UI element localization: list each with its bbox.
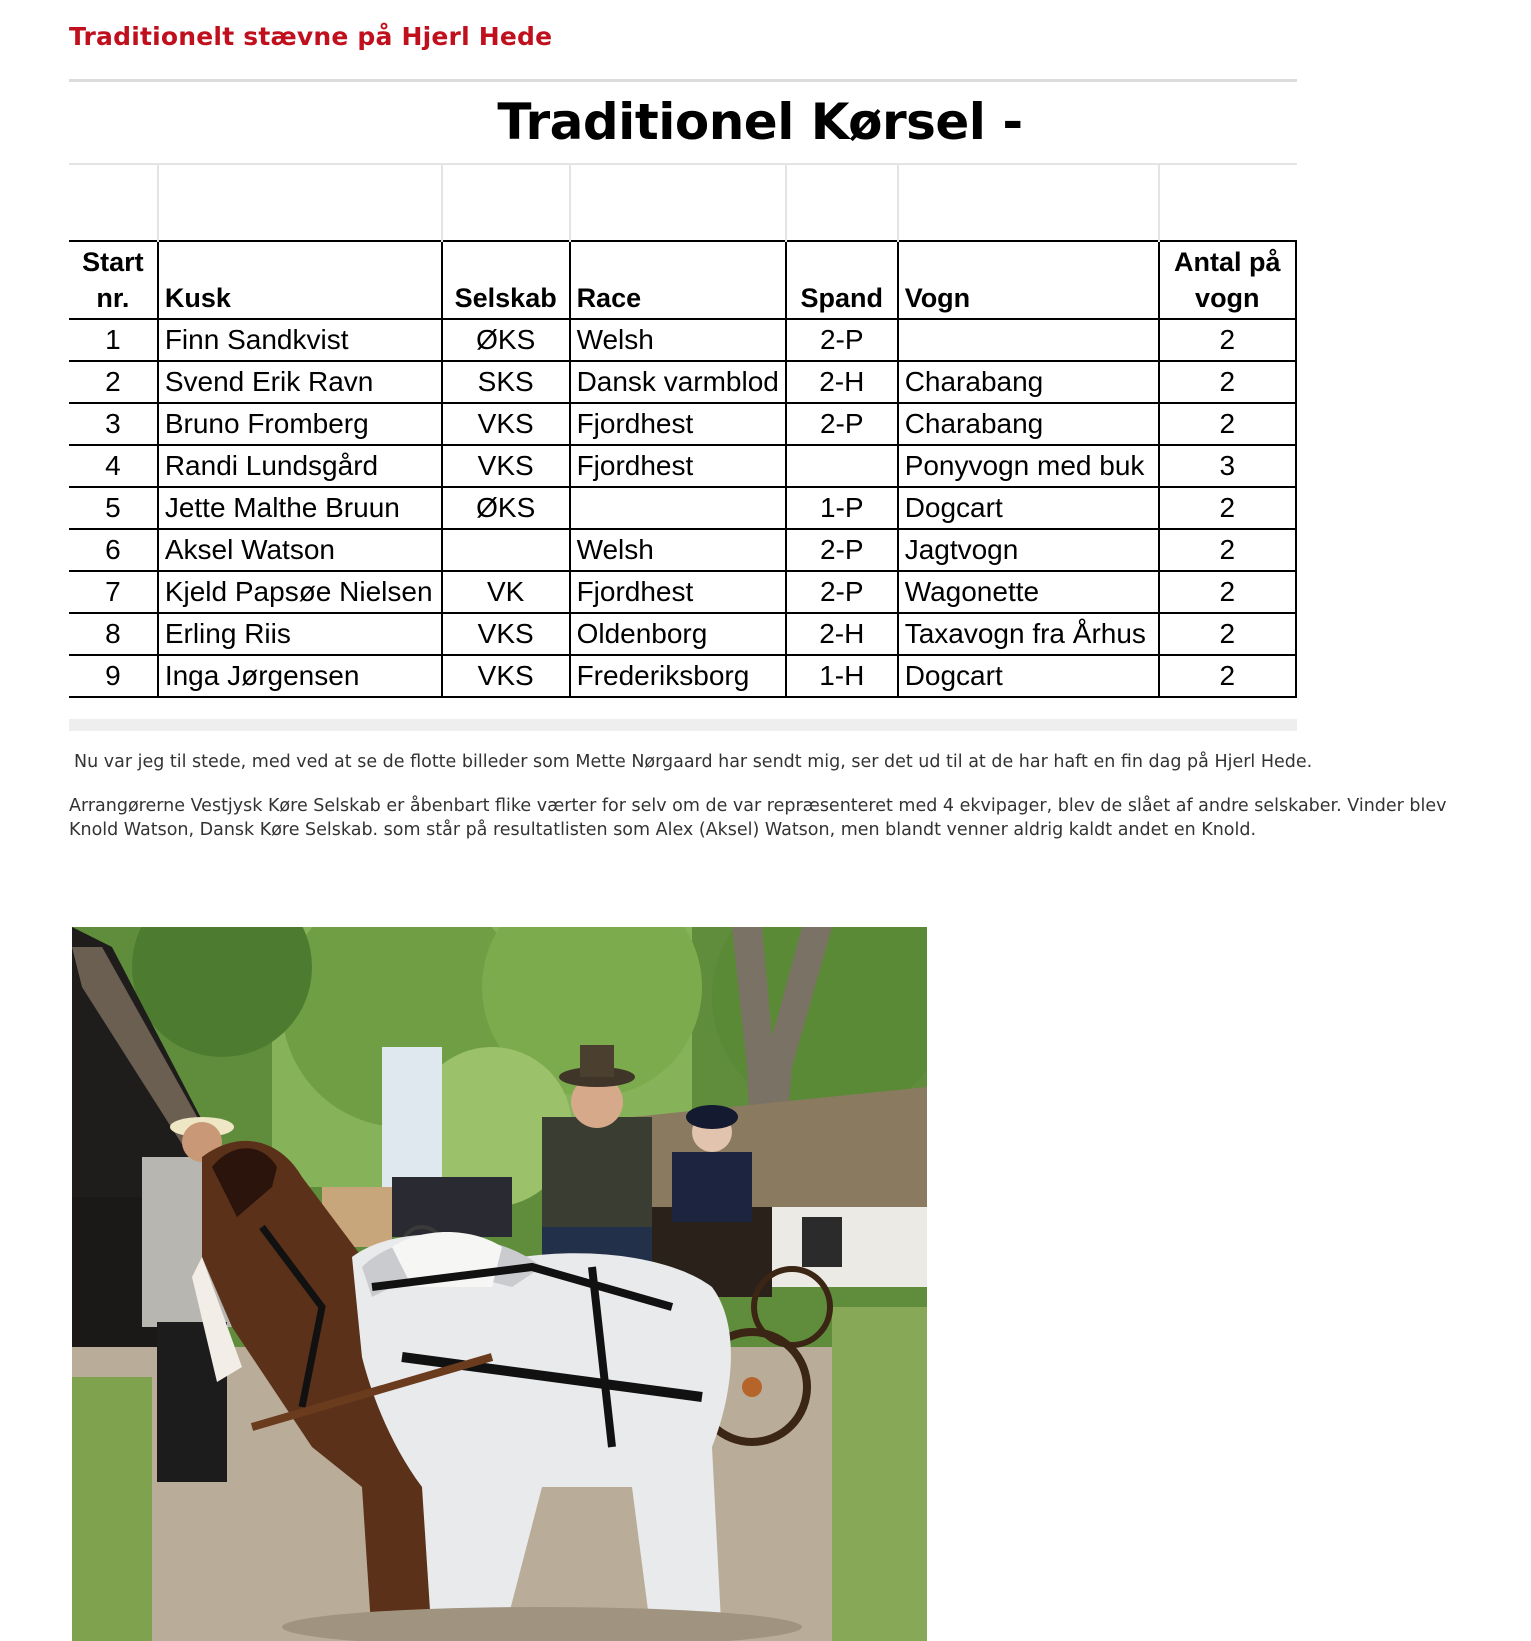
table-row — [69, 613, 1296, 655]
cell-kusk: Erling Riis — [158, 613, 442, 655]
cell-kusk: Bruno Fromberg — [158, 403, 442, 445]
cell-race: Dansk varmblod — [570, 361, 786, 403]
header-start: Start nr. — [69, 241, 158, 319]
header-selskab: Selskab — [442, 241, 570, 319]
cell-start: 1 — [69, 319, 158, 361]
table-row — [69, 319, 1296, 361]
cell-vogn: Charabang — [898, 361, 1159, 403]
cell-vogn: Dogcart — [898, 655, 1159, 697]
divider — [69, 79, 1297, 82]
header-vogn: Vogn — [898, 241, 1159, 319]
cell-race: Fjordhest — [570, 403, 786, 445]
cell-antal: 2 — [1159, 487, 1296, 529]
sheet-heading: Traditionel Kørsel - — [497, 93, 1023, 151]
cell-antal: 2 — [1159, 655, 1296, 697]
table-row — [69, 487, 1296, 529]
cell-selskab: ØKS — [442, 319, 570, 361]
cell-start: 2 — [69, 361, 158, 403]
table-header-row — [69, 241, 1296, 319]
table-row — [69, 571, 1296, 613]
cell-vogn: Jagtvogn — [898, 529, 1159, 571]
cell-kusk: Randi Lundsgård — [158, 445, 442, 487]
cell-selskab: VKS — [442, 403, 570, 445]
blank-row — [69, 164, 1296, 241]
cell-antal: 3 — [1159, 445, 1296, 487]
page-title: Traditionelt stævne på Hjerl Hede — [69, 22, 553, 51]
carriage-photo — [72, 927, 927, 1641]
table-row — [69, 529, 1296, 571]
cell-selskab: VKS — [442, 655, 570, 697]
article-paragraph: Nu var jeg til stede, med ved at se de flotte billeder som Mette Nørgaard har sendt mig, ser det ud til at de har haft en fin dag på Hjerl Hede. — [74, 752, 1313, 772]
cell-spand — [786, 445, 898, 487]
cell-kusk: Aksel Watson — [158, 529, 442, 571]
cell-spand: 2-P — [786, 529, 898, 571]
cell-vogn: Ponyvogn med buk — [898, 445, 1159, 487]
cell-spand: 1-P — [786, 487, 898, 529]
article-paragraph: Arrangørerne Vestjysk Køre Selskab er åbenbart flike værter for selv om de var repræsenteret med 4 ekvipager, blev de slået af andre selskaber. Vinder blev Knold Watson, Dansk Køre Selskab. som står på resultatlisten som Alex (Aksel) Watson, men blandt venner aldrig kaldt andet en Knold. — [69, 796, 1447, 840]
cell-race: Oldenborg — [570, 613, 786, 655]
cell-selskab: VKS — [442, 613, 570, 655]
cell-start: 5 — [69, 487, 158, 529]
cell-antal: 2 — [1159, 319, 1296, 361]
cell-spand: 2-P — [786, 403, 898, 445]
cell-start: 3 — [69, 403, 158, 445]
cell-spand: 2-H — [786, 361, 898, 403]
cell-start: 9 — [69, 655, 158, 697]
cell-spand: 2-P — [786, 319, 898, 361]
cell-vogn: Dogcart — [898, 487, 1159, 529]
cell-start: 8 — [69, 613, 158, 655]
table-row — [69, 361, 1296, 403]
cell-vogn — [898, 319, 1159, 361]
cell-selskab — [442, 529, 570, 571]
cell-start: 6 — [69, 529, 158, 571]
cell-selskab: VK — [442, 571, 570, 613]
table-row — [69, 403, 1296, 445]
results-table — [69, 164, 1297, 698]
cell-antal: 2 — [1159, 529, 1296, 571]
cell-vogn: Wagonette — [898, 571, 1159, 613]
cell-race: Welsh — [570, 529, 786, 571]
cell-kusk: Kjeld Papsøe Nielsen — [158, 571, 442, 613]
cell-antal: 2 — [1159, 403, 1296, 445]
cell-spand: 2-P — [786, 571, 898, 613]
cell-antal: 2 — [1159, 361, 1296, 403]
cell-selskab: SKS — [442, 361, 570, 403]
cell-selskab: VKS — [442, 445, 570, 487]
image-bottom-band — [69, 719, 1297, 731]
cell-start: 7 — [69, 571, 158, 613]
cell-kusk: Svend Erik Ravn — [158, 361, 442, 403]
table-row — [69, 445, 1296, 487]
header-antal: Antal på vogn — [1159, 241, 1296, 319]
cell-spand: 1-H — [786, 655, 898, 697]
header-race: Race — [570, 241, 786, 319]
results-sheet-image — [69, 79, 1297, 731]
header-kusk: Kusk — [158, 241, 442, 319]
cell-vogn: Charabang — [898, 403, 1159, 445]
cell-vogn: Taxavogn fra Århus — [898, 613, 1159, 655]
cell-race: Welsh — [570, 319, 786, 361]
cell-kusk: Inga Jørgensen — [158, 655, 442, 697]
cell-kusk: Finn Sandkvist — [158, 319, 442, 361]
cell-race: Fjordhest — [570, 571, 786, 613]
cell-start: 4 — [69, 445, 158, 487]
cell-race: Frederiksborg — [570, 655, 786, 697]
header-spand: Spand — [786, 241, 898, 319]
cell-race: Fjordhest — [570, 445, 786, 487]
cell-selskab: ØKS — [442, 487, 570, 529]
cell-antal: 2 — [1159, 571, 1296, 613]
cell-antal: 2 — [1159, 613, 1296, 655]
cell-race — [570, 487, 786, 529]
cell-kusk: Jette Malthe Bruun — [158, 487, 442, 529]
cell-spand: 2-H — [786, 613, 898, 655]
table-row — [69, 655, 1296, 697]
